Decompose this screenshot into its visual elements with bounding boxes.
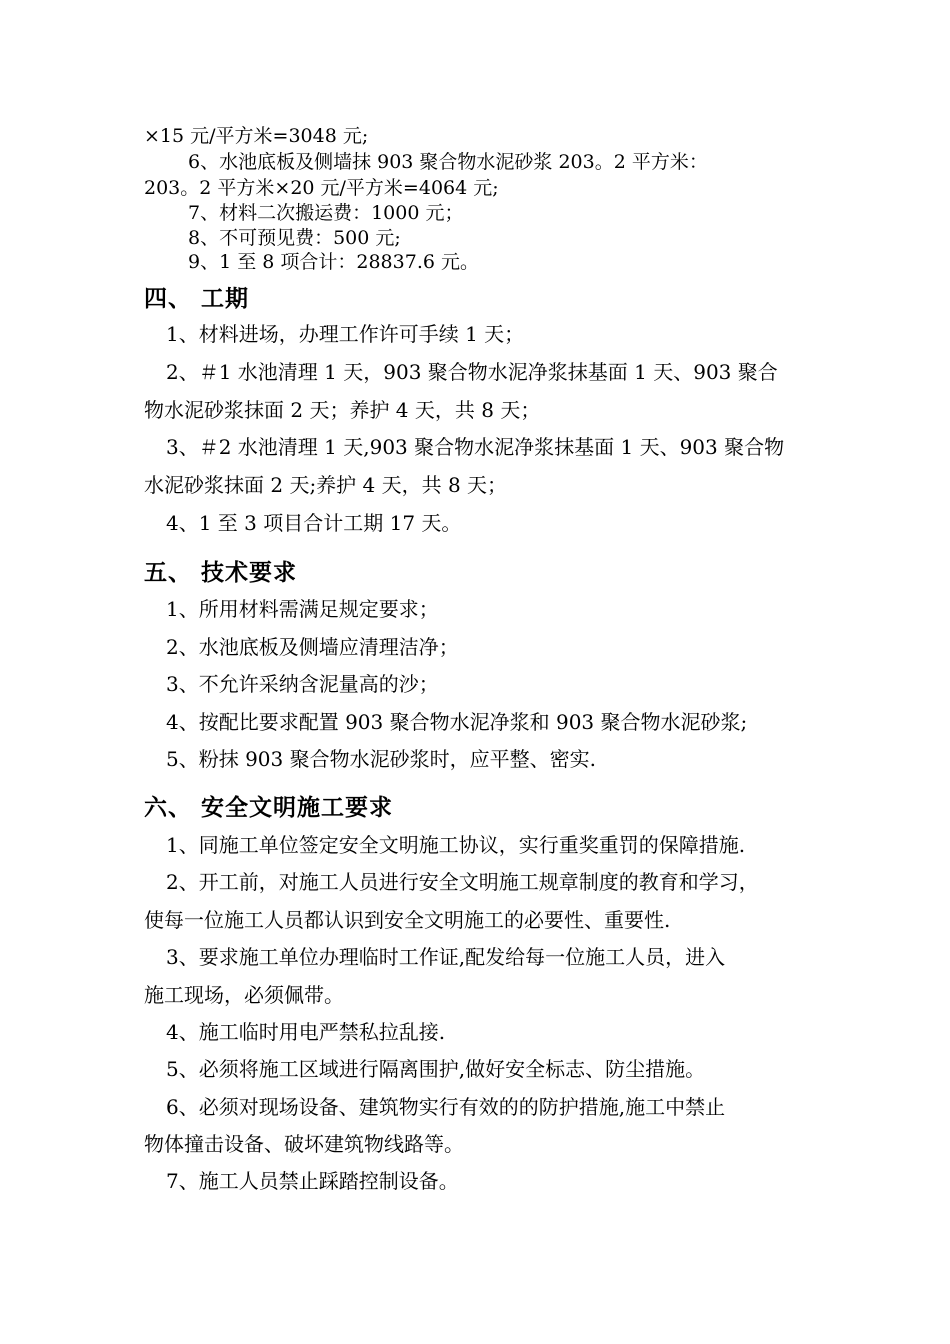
cost-line: 7、材料二次搬运费：1000 元； [188, 202, 464, 224]
schedule-item: 1、材料进场，办理工作许可手续 1 天； [166, 322, 525, 346]
section-heading-safety: 六、 安全文明施工要求 [144, 794, 394, 821]
safety-item: 使每一位施工人员都认识到安全文明施工的必要性、重要性. [144, 908, 671, 932]
schedule-item: 物水泥砂浆抹面 2 天；养护 4 天，共 8 天； [144, 398, 541, 422]
safety-item: 7、施工人员禁止踩踏控制设备。 [166, 1169, 459, 1193]
safety-item: 5、必须将施工区域进行隔离围护,做好安全标志、防尘措施。 [166, 1057, 706, 1081]
safety-item: 6、必须对现场设备、建筑物实行有效的的防护措施,施工中禁止 [166, 1095, 726, 1119]
section-heading-schedule: 四、 工期 [144, 285, 250, 312]
technical-item: 4、按配比要求配置 903 聚合物水泥净浆和 903 聚合物水泥砂浆; [166, 710, 748, 734]
technical-item: 3、不允许采纳含泥量高的沙； [166, 672, 439, 696]
cost-line: 6、水池底板及侧墙抹 903 聚合物水泥砂浆 203。2 平方米： [188, 151, 708, 173]
schedule-item: 水泥砂浆抹面 2 天;养护 4 天，共 8 天； [144, 473, 508, 497]
technical-item: 2、水池底板及侧墙应清理洁净； [166, 635, 459, 659]
safety-item: 4、施工临时用电严禁私拉乱接. [166, 1020, 446, 1044]
safety-item: 物体撞击设备、破坏建筑物线路等。 [144, 1132, 464, 1156]
cost-line: ×15 元/平方米=3048 元; [144, 125, 369, 147]
cost-line: 203。2 平方米×20 元/平方米=4064 元; [144, 177, 499, 199]
schedule-item: 4、1 至 3 项目合计工期 17 天。 [166, 511, 462, 535]
cost-line: 8、不可预见费：500 元; [188, 227, 401, 249]
safety-item: 3、要求施工单位办理临时工作证,配发给每一位施工人员，进入 [166, 945, 726, 969]
safety-item: 2、开工前，对施工人员进行安全文明施工规章制度的教育和学习， [166, 870, 759, 894]
cost-line: 9、1 至 8 项合计：28837.6 元。 [188, 251, 479, 273]
safety-item: 1、同施工单位签定安全文明施工协议，实行重奖重罚的保障措施. [166, 833, 746, 857]
schedule-item: 2、＃1 水池清理 1 天，903 聚合物水泥净浆抹基面 1 天、903 聚合 [166, 360, 778, 384]
safety-item: 施工现场，必须佩带。 [144, 983, 344, 1007]
technical-item: 5、粉抹 903 聚合物水泥砂浆时，应平整、密实. [166, 747, 596, 771]
section-heading-technical: 五、 技术要求 [144, 559, 298, 586]
technical-item: 1、所用材料需满足规定要求； [166, 597, 439, 621]
schedule-item: 3、＃2 水池清理 1 天,903 聚合物水泥净浆抹基面 1 天、903 聚合物 [166, 435, 785, 459]
